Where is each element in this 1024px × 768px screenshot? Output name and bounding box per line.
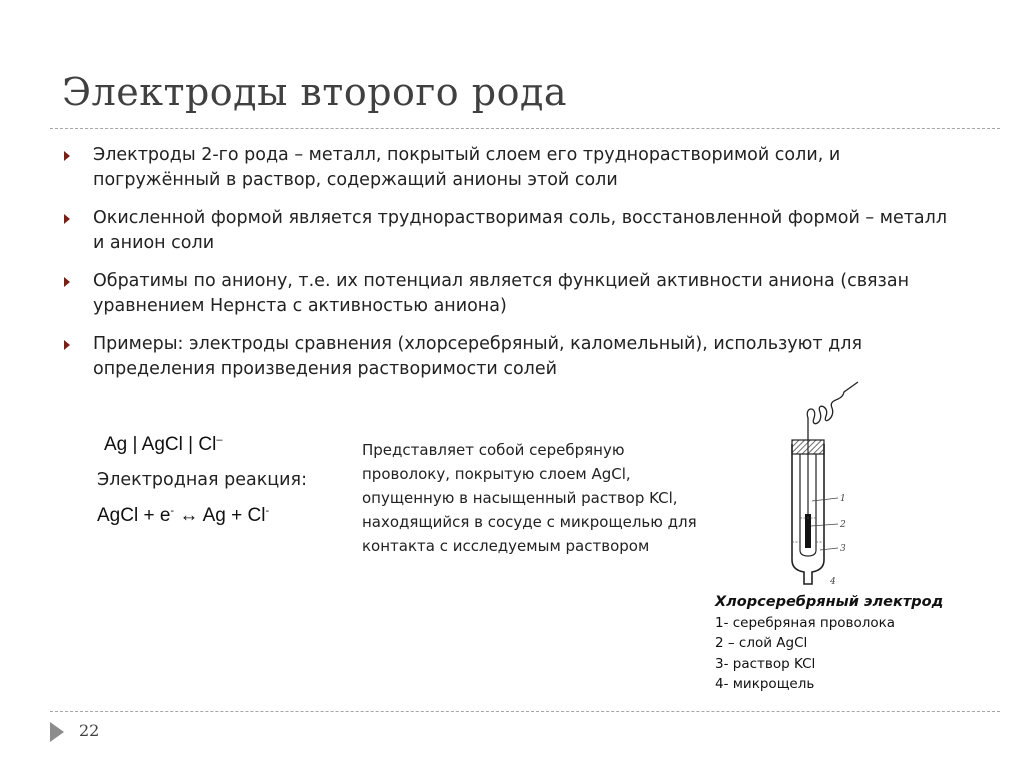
electrode-reaction: AgCl + e- ↔ Ag + Cl- — [97, 505, 270, 526]
electrode-description: Представляет собой серебряную проволоку, покрытую слоем AgCl, опущенную в насыщенный раствор KCl, находящийся в сосуде с микрощелью для контакта с исследуемым раствором — [362, 441, 697, 555]
diagram-label: 1 — [840, 494, 846, 504]
caption-title: Хлорсеребряный электрод — [715, 594, 944, 610]
bullet-arrow-icon — [64, 214, 70, 224]
page-number: 22 — [79, 721, 100, 740]
bullet-item: Примеры: электроды сравнения (хлорсеребряный, каломельный), используют для определения произведения растворимости солей — [62, 332, 962, 382]
caption-item: 1- серебряная проволока — [715, 614, 896, 631]
slide-title: Электроды второго рода — [62, 70, 568, 114]
agcl-layer — [805, 514, 811, 548]
bullet-item: Обратимы по аниону, т.е. их потенциал является функцией активности аниона (связан уравнением Нернста с активностью аниона) — [62, 269, 962, 319]
caption-item: 3- раствор KCl — [715, 655, 816, 672]
bullet-arrow-icon — [64, 277, 70, 287]
bullet-item: Электроды 2-го рода – металл, покрытый слоем его труднорастворимой соли, и погружённый в раствор, содержащий анионы этой соли — [62, 143, 962, 193]
bullet-list — [62, 143, 962, 395]
diagram-caption — [715, 592, 943, 695]
wire-coil — [807, 382, 858, 440]
diagram-label: 2 — [840, 520, 846, 530]
footer-divider — [50, 711, 1000, 712]
title-divider — [50, 128, 1000, 129]
caption-item: 4- микрощель — [715, 676, 815, 692]
diagram-label: 3 — [840, 544, 846, 554]
reaction-label: Электродная реакция: — [97, 470, 307, 490]
bullet-arrow-icon — [64, 151, 70, 161]
caption-item: 2 – слой AgCl — [715, 635, 808, 651]
slide-nav-arrow-icon[interactable] — [50, 722, 64, 742]
diagram-label: 4 — [830, 577, 836, 587]
silver-chloride-electrode-diagram — [770, 378, 870, 588]
bullet-item: Окисленной формой является труднорастворимая соль, восстановленной формой – металл и анион соли — [62, 206, 962, 256]
electrode-scheme: Ag | AgCl | Cl– — [104, 434, 223, 455]
bullet-arrow-icon — [64, 340, 70, 350]
